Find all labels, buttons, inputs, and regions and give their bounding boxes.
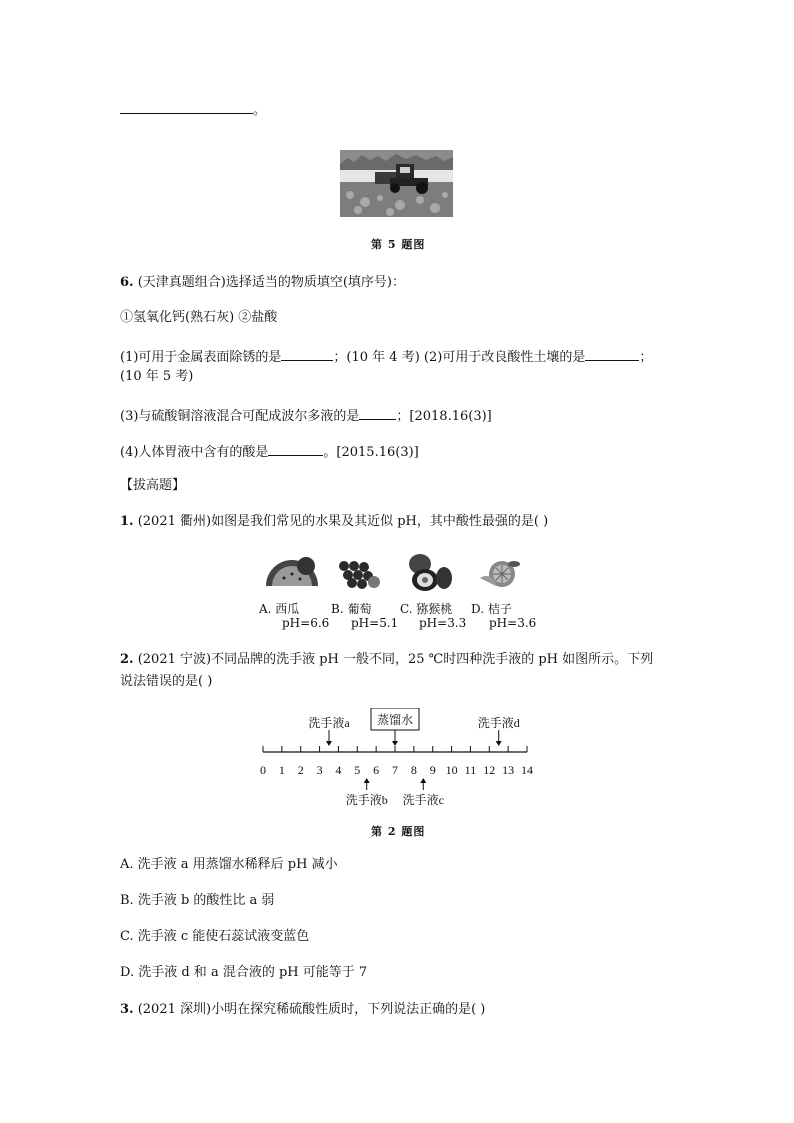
fruit-d-ph: pH=3.6 — [489, 616, 537, 630]
p1-stem: 1. (2021 衢州)如图是我们常见的水果及其近似 pH，其中酸性最强的是( ) — [120, 514, 549, 529]
q6-subquestion-4: (4)人体胃液中含有的酸是 。[2015.16(3)] — [120, 441, 419, 462]
p2-option-c: C. 洗手液 c 能使石蕊试液变蓝色 — [120, 929, 310, 944]
scale-tick-label: 12 — [483, 763, 496, 777]
marker-arrowhead — [364, 778, 370, 783]
fruit-a-label: A. 西瓜 — [259, 602, 300, 616]
marker-label: 洗手液a — [308, 716, 350, 730]
scale-tick-label: 5 — [354, 763, 361, 777]
fruit-b-ph: pH=5.1 — [351, 616, 399, 630]
answer-blank — [585, 346, 639, 361]
p2-option-d: D. 洗手液 d 和 a 混合液的 pH 可能等于 7 — [120, 965, 368, 980]
scale-tick-label: 9 — [429, 763, 436, 777]
p3-stem: 3. (2021 深圳)小明在探究稀硫酸性质时，下列说法正确的是( ) — [120, 1002, 486, 1017]
q6-stem: 6. (天津真题组合)选择适当的物质填空(填序号)： — [120, 275, 405, 290]
scale-tick-label: 0 — [260, 763, 266, 777]
scale-tick-label: 13 — [502, 763, 515, 777]
scale-tick-label: 2 — [297, 763, 304, 777]
fruit-d-label: D. 桔子 — [471, 602, 512, 616]
kiwi-image — [409, 554, 452, 591]
marker-label: 蒸馏水 — [376, 713, 414, 727]
answer-blank — [268, 441, 323, 456]
marker-label: 洗手液b — [345, 793, 388, 807]
q6-options: ①氢氧化钙(熟石灰) ②盐酸 — [120, 310, 278, 325]
fruit-a-ph: pH=6.6 — [282, 616, 330, 630]
scale-tick-label: 3 — [316, 763, 323, 777]
ph-scale-diagram — [250, 708, 550, 808]
marker-arrowhead — [420, 778, 426, 783]
p2-stem-line1: 2. (2021 宁波)不同品牌的洗手液 pH 一般不同，25 ℃时四种洗手液的 pH 如图所示。下列 — [120, 652, 654, 667]
answer-blank — [120, 99, 253, 114]
q6-subquestion-3: (3)与硫酸铜溶液混合可配成波尔多液的是 ；[2018.16(3)] — [120, 405, 492, 426]
section-heading: 【拔高题】 — [120, 478, 186, 493]
p2-option-a: A. 洗手液 a 用蒸馏水稀释后 pH 减小 — [120, 857, 338, 872]
scale-tick-label: 1 — [278, 763, 285, 777]
marker-label: 洗手液d — [477, 716, 520, 730]
fruit-c-ph: pH=3.3 — [419, 616, 467, 630]
fruit-c-label: C. 猕猴桃 — [400, 602, 453, 616]
p2-option-b: B. 洗手液 b 的酸性比 a 弱 — [120, 893, 275, 908]
fruit-images — [262, 552, 532, 592]
p2-stem-line2: 说法错误的是( ) — [120, 674, 213, 689]
marker-arrowhead — [392, 741, 398, 746]
scale-tick-label: 14 — [521, 763, 533, 777]
p2-caption: 第 2 题图 — [371, 825, 426, 838]
fruit-b-label: B. 葡萄 — [331, 602, 372, 616]
answer-blank — [359, 405, 396, 420]
scale-tick-label: 6 — [373, 763, 380, 777]
scale-tick-label: 11 — [464, 763, 477, 777]
q6-subquestion-1-2: (1)可用于金属表面除锈的是 ；(10 年 4 考) (2)可用于改良酸性土壤的是 ； — [120, 346, 652, 367]
q6-subquestion-2-note: (10 年 5 考) — [120, 369, 194, 384]
orange-image — [480, 561, 520, 587]
scale-tick-label: 10 — [445, 763, 458, 777]
q5-caption: 第 5 题图 — [371, 238, 426, 251]
marker-label: 洗手液c — [402, 793, 444, 807]
scale-tick-label: 7 — [392, 763, 398, 777]
marker-arrowhead — [496, 741, 502, 746]
answer-blank — [281, 346, 333, 361]
grape-image — [339, 561, 380, 589]
harvester-photo — [340, 150, 453, 217]
marker-arrowhead — [326, 741, 332, 746]
scale-tick-label: 8 — [410, 763, 417, 777]
scale-tick-label: 4 — [335, 763, 342, 777]
watermelon-image — [266, 557, 318, 586]
q5-answer-line: 。 — [120, 99, 266, 120]
